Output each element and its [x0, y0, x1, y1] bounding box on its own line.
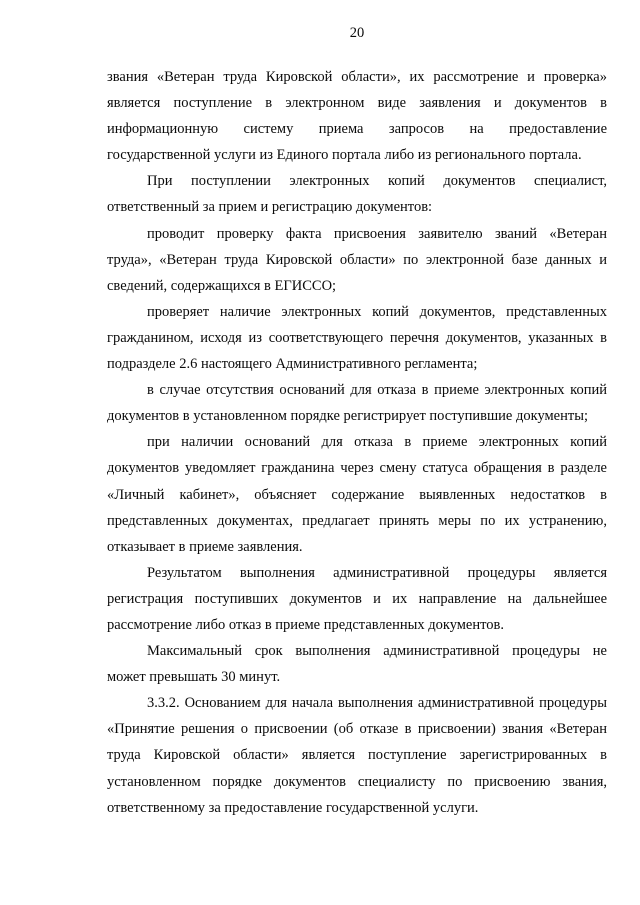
text-line: установленном порядке документов специалисту по присвоению звания,: [107, 773, 607, 790]
paragraph: [107, 64, 607, 168]
text-line: представленных документах, предлагает принять меры по их устранению,: [107, 512, 607, 529]
text-line: звания «Ветеран труда Кировской области», их рассмотрение и проверка»: [107, 69, 607, 85]
text-line: труда», «Ветеран труда Кировской области» по электронной базе данных и: [107, 251, 607, 268]
text-line: ответственный за прием и регистрацию документов:: [107, 199, 433, 216]
paragraph: [107, 560, 607, 638]
text-line: государственной услуги из Единого портала либо из регионального портала.: [107, 147, 582, 164]
text-line: проводит проверку факта присвоения заявителю званий «Ветеран: [147, 225, 607, 242]
text-line: при наличии оснований для отказа в приеме электронных копий: [147, 434, 607, 451]
paragraph: [107, 168, 607, 220]
paragraph: [107, 690, 607, 820]
text-line: «Принятие решения о присвоении (об отказе в присвоении) звания «Ветеран: [107, 721, 607, 738]
text-line: документов в установленном порядке регистрирует поступившие документы;: [107, 408, 588, 425]
text-line: При поступлении электронных копий документов специалист,: [147, 173, 607, 190]
paragraph: [107, 638, 607, 690]
paragraph: [107, 429, 607, 559]
text-line: в случае отсутствия оснований для отказа в приеме электронных копий: [147, 382, 607, 399]
paragraph: [107, 377, 607, 429]
text-line: ответственному за предоставление государственной услуги.: [107, 799, 479, 816]
text-line: труда Кировской области» является поступление зарегистрированных в: [107, 747, 607, 764]
text-line: Максимальный срок выполнения административной процедуры не: [147, 643, 607, 660]
text-line: отказывает в приеме заявления.: [107, 538, 303, 555]
text-line: Результатом выполнения административной процедуры является: [147, 564, 607, 581]
text-line: гражданином, исходя из соответствующего перечня документов, указанных в: [107, 329, 607, 346]
text-line: является поступление в электронном виде заявления и документов в: [107, 95, 607, 112]
text-line: может превышать 30 минут.: [107, 669, 281, 686]
paragraph: [107, 299, 607, 377]
text-line: подразделе 2.6 настоящего Административного регламента;: [107, 356, 478, 373]
text-line: 3.3.2. Основанием для начала выполнения административной процедуры: [147, 695, 607, 712]
text-line: проверяет наличие электронных копий документов, представленных: [147, 303, 607, 320]
text-line: рассмотрение либо отказ в приеме представленных документов.: [107, 616, 504, 633]
text-line: регистрация поступивших документов и их направление на дальнейшее: [107, 590, 607, 607]
text-line: документов уведомляет гражданина через смену статуса обращения в разделе: [107, 460, 607, 477]
paragraph: [107, 221, 607, 299]
document-body: [107, 64, 607, 821]
text-line: сведений, содержащихся в ЕГИССО;: [107, 277, 337, 294]
page-number: 20: [349, 25, 365, 41]
text-line: «Личный кабинет», объясняет содержание выявленных недостатков в: [107, 486, 607, 503]
text-line: информационную систему приема запросов на предоставление: [107, 121, 607, 138]
